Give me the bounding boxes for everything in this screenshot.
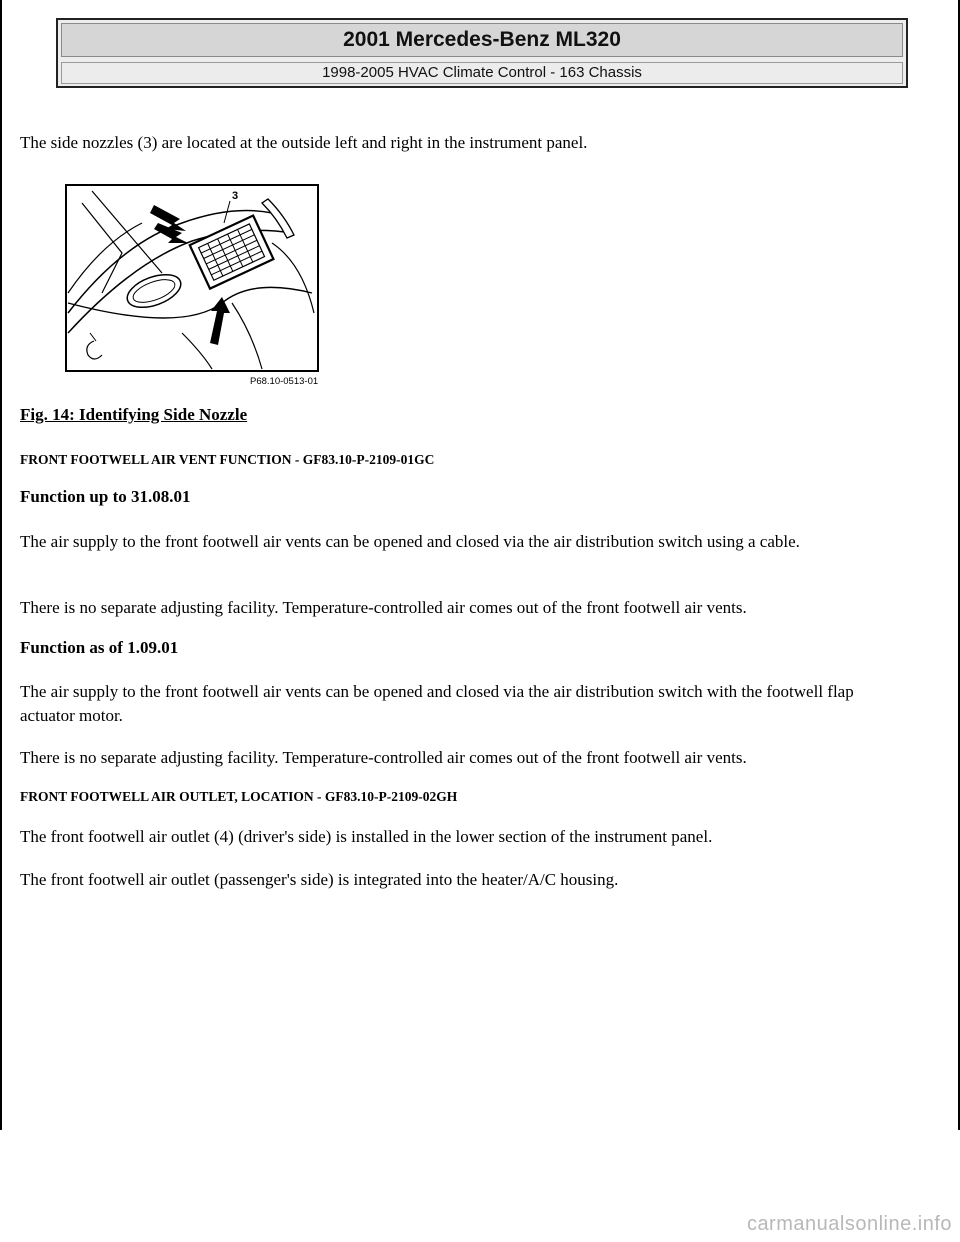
side-nozzle-figure	[62, 183, 319, 388]
paragraph-vent-cable: The air supply to the front footwell air vents can be opened and closed via the air distribution switch using a cable.	[20, 532, 800, 551]
section-heading-vent-function: FRONT FOOTWELL AIR VENT FUNCTION - GF83.10-P-2109-01GC	[20, 452, 435, 467]
side-nozzle-illustration	[62, 183, 319, 388]
header-subtitle: 1998-2005 HVAC Climate Control - 163 Chassis	[61, 62, 903, 84]
watermark: carmanualsonline.info	[746, 1213, 952, 1235]
section-heading-outlet-location: FRONT FOOTWELL AIR OUTLET, LOCATION - GF83.10-P-2109-02GH	[20, 789, 458, 804]
subheading-function-up-to: Function up to 31.08.01	[20, 487, 191, 506]
intro-paragraph: The side nozzles (3) are located at the outside left and right in the instrument panel.	[20, 133, 588, 152]
paragraph-passenger-outlet: The front footwell air outlet (passenger's side) is integrated into the heater/A/C housing.	[20, 870, 619, 889]
paragraph-vent-actuator: The air supply to the front footwell air vents can be opened and closed via the air distribution switch with the footwell flap actuator motor.	[20, 682, 854, 725]
figure-part-code: P68.10-0513-01	[250, 376, 319, 387]
figure-callout-label: 3	[232, 190, 239, 202]
document-header	[56, 18, 908, 88]
paragraph-no-adjust-1: There is no separate adjusting facility. Temperature-controlled air comes out of the front footwell air vents.	[20, 598, 747, 617]
subheading-function-as-of: Function as of 1.09.01	[20, 638, 179, 657]
header-title: 2001 Mercedes-Benz ML320	[61, 23, 903, 57]
figure-caption: Fig. 14: Identifying Side Nozzle	[20, 405, 248, 424]
paragraph-no-adjust-2: There is no separate adjusting facility. Temperature-controlled air comes out of the front footwell air vents.	[20, 748, 747, 767]
paragraph-driver-outlet: The front footwell air outlet (4) (driver's side) is installed in the lower section of the instrument panel.	[20, 827, 713, 846]
page-border-left	[0, 0, 2, 1130]
